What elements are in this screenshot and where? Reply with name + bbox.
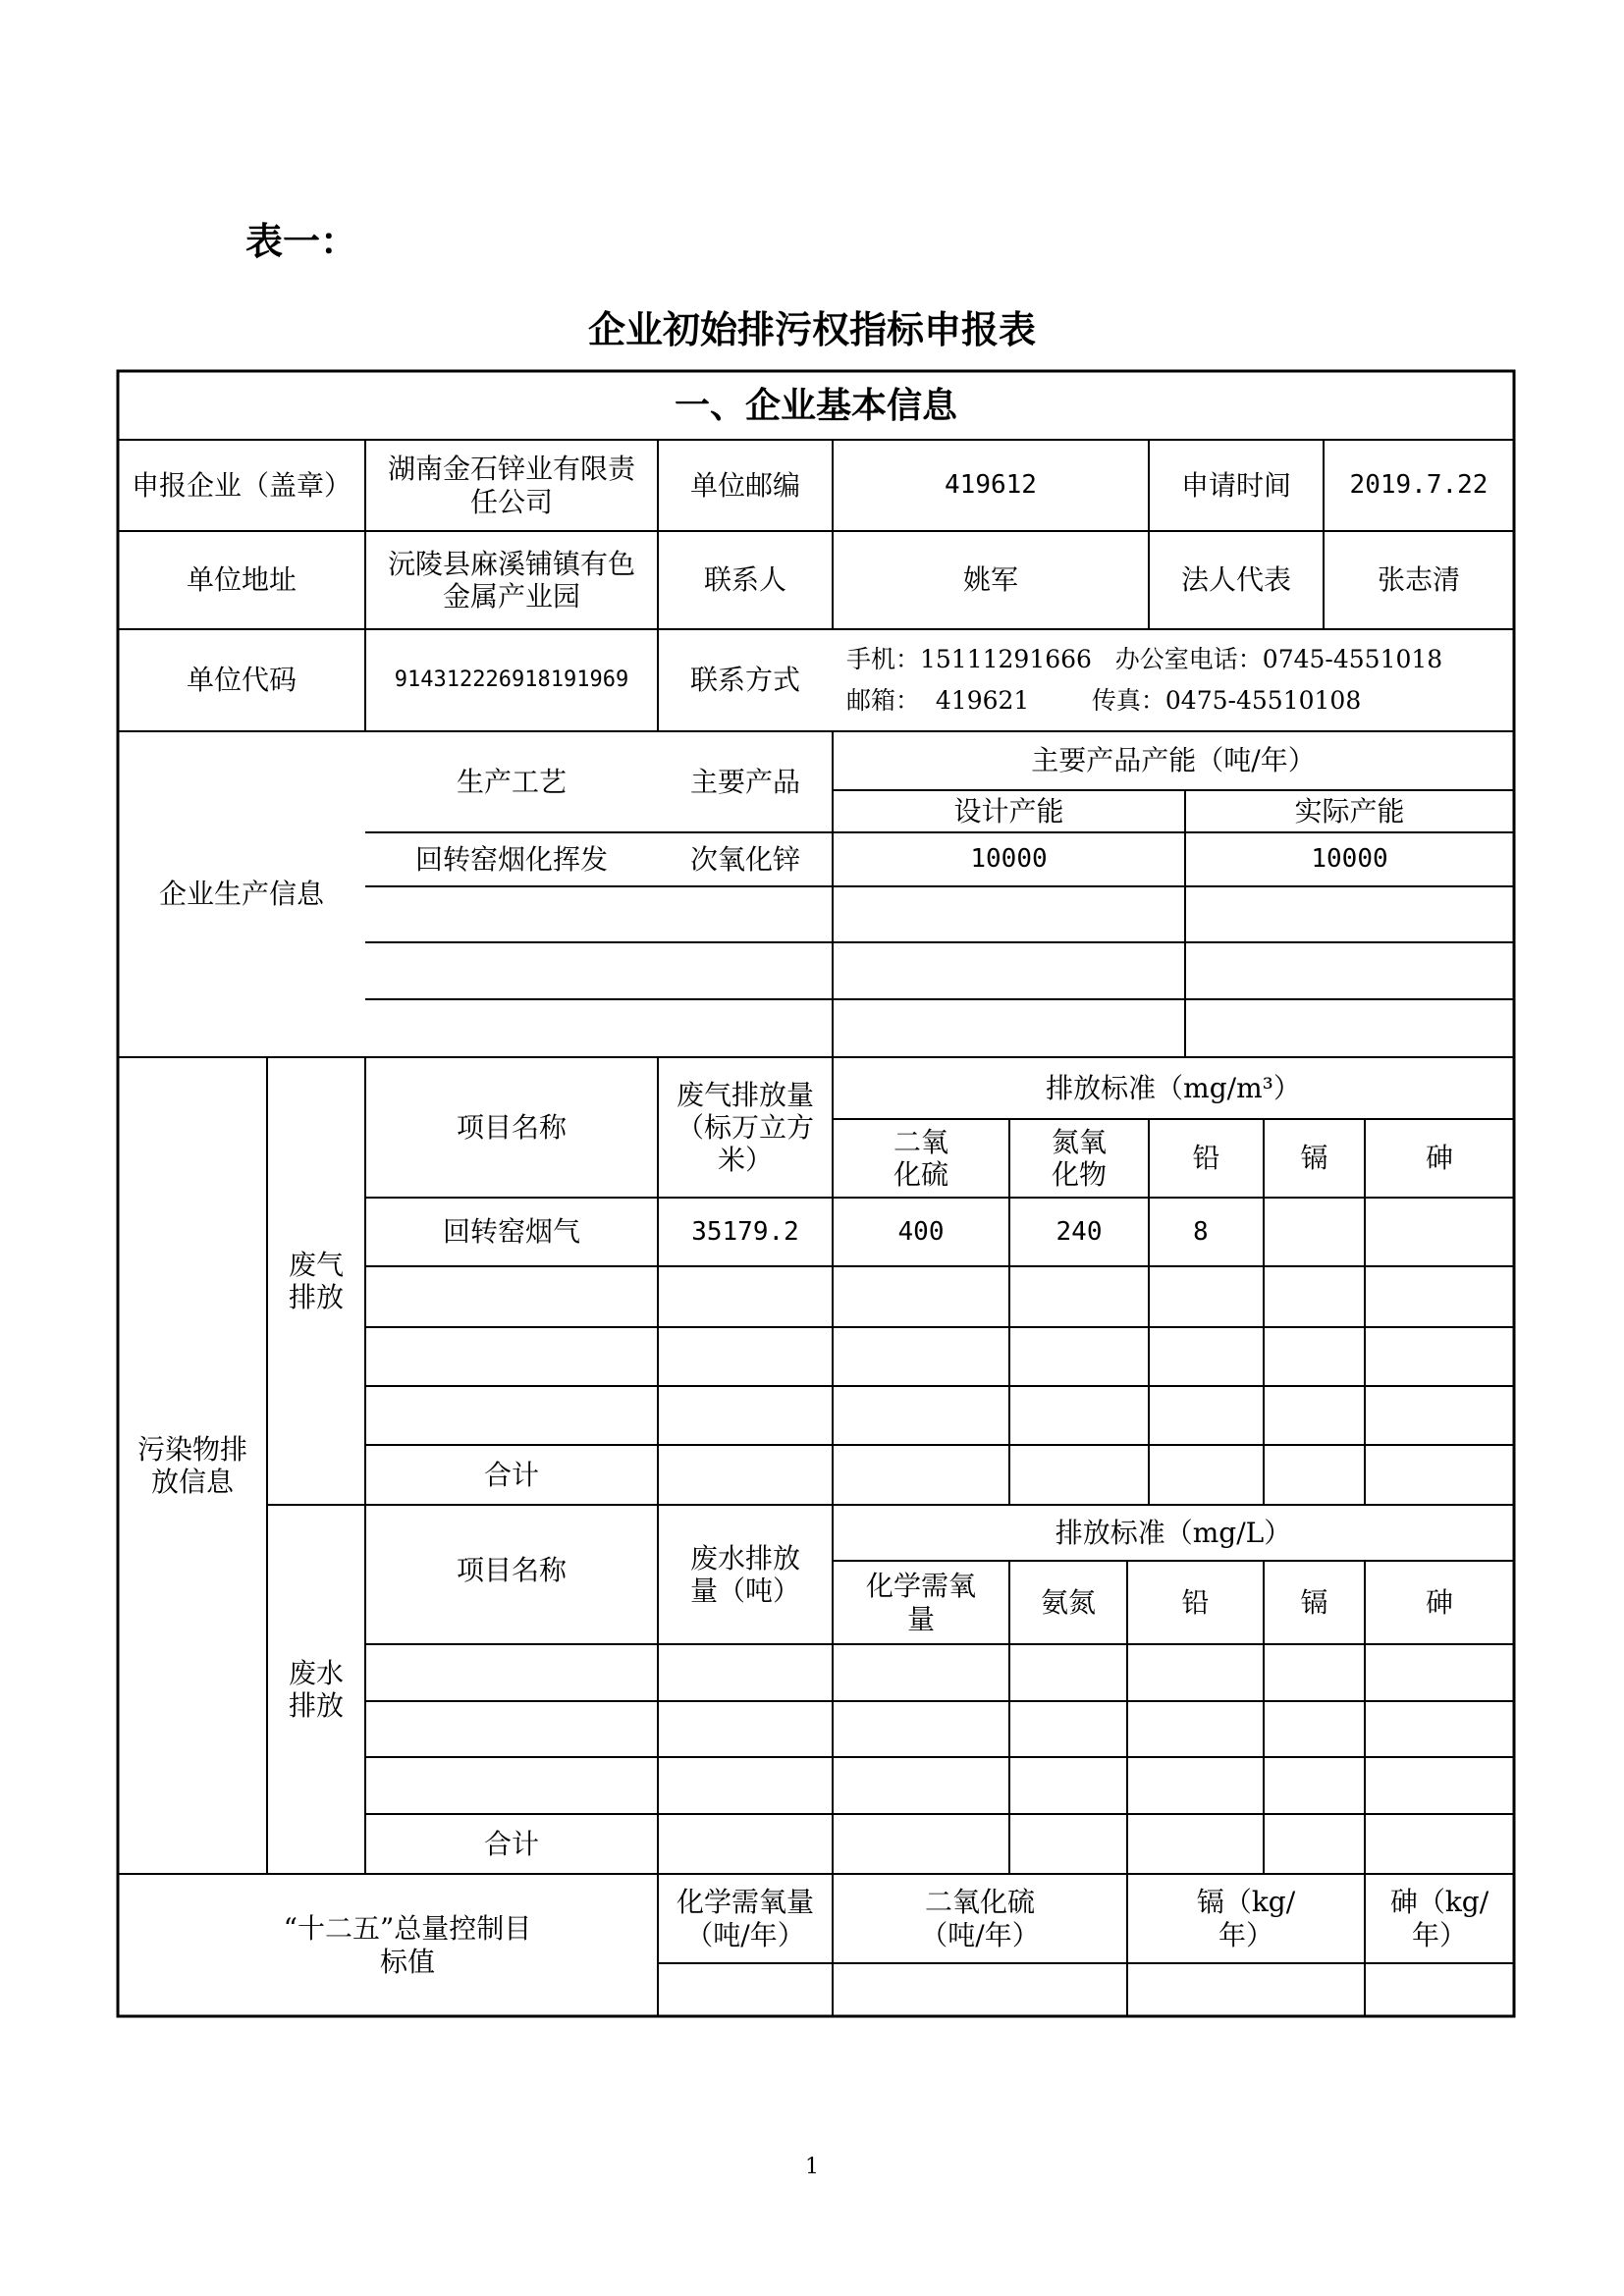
production-info-label: 企业生产信息 <box>158 878 324 911</box>
production-row-product: 次氧化锌 <box>689 842 800 876</box>
water-cd-header: 镉 <box>1300 1585 1328 1619</box>
document-title: 企业初始排污权指标申报表 <box>587 307 1036 351</box>
water-item-header: 项目名称 <box>456 1554 567 1586</box>
actual-capacity-header: 实际产能 <box>1294 794 1405 828</box>
gas-item-header: 项目名称 <box>456 1110 567 1144</box>
target-label: “十二五”总量控制目标值 <box>283 1912 532 1978</box>
pollution-info-label: 污染物排放信息 <box>136 1432 247 1498</box>
section-basic-info-title: 一、企业基本信息 <box>674 384 957 426</box>
process-header: 生产工艺 <box>456 765 567 798</box>
date-value: 2019.7.22 <box>1349 470 1489 501</box>
company-value: 湖南金石锌业有限责任公司 <box>387 453 635 518</box>
target-as-header: 砷（kg/年） <box>1389 1886 1489 1951</box>
gas-pb-header: 铅 <box>1192 1142 1220 1175</box>
design-capacity-header: 设计产能 <box>953 794 1064 828</box>
gas-total-label: 合计 <box>483 1458 539 1491</box>
contact-method-label: 联系方式 <box>689 664 800 697</box>
water-total-label: 合计 <box>483 1827 539 1860</box>
production-row-process: 回转窑烟化挥发 <box>414 842 608 876</box>
water-emission-label: 废水排放 <box>289 1656 345 1722</box>
date-label: 申请时间 <box>1180 468 1291 502</box>
contact-label: 联系人 <box>703 563 786 597</box>
legal-rep-label: 法人代表 <box>1180 563 1291 597</box>
table-label: 表一： <box>245 219 358 263</box>
gas-emission-label: 废气排放 <box>289 1248 345 1313</box>
address-value: 沅陵县麻溪铺镇有色金属产业园 <box>387 547 635 613</box>
water-cod-header: 化学需氧量 <box>865 1570 976 1635</box>
contact-value: 姚军 <box>962 563 1018 597</box>
company-label: 申报企业（盖章） <box>131 468 352 502</box>
postal-label: 单位邮编 <box>689 468 800 502</box>
gas-row-item: 回转窑烟气 <box>442 1215 580 1249</box>
unit-code-value: 914312226918191969 <box>394 667 629 693</box>
page-number: 1 <box>805 2155 819 2179</box>
contact-method-value <box>833 629 1514 731</box>
production-row-actual: 10000 <box>1311 844 1388 875</box>
gas-nox-header: 氮氧化物 <box>1051 1125 1107 1191</box>
gas-row-volume: 35179.2 <box>691 1216 799 1247</box>
water-volume-header: 废水排放量（吨） <box>689 1541 800 1607</box>
gas-row-nox: 240 <box>1056 1216 1103 1247</box>
target-cod-header: 化学需氧量（吨/年） <box>676 1886 814 1951</box>
gas-volume-header: 废气排放量（标万立方米） <box>676 1078 814 1177</box>
water-as-header: 砷 <box>1425 1585 1453 1619</box>
gas-as-header: 砷 <box>1425 1142 1453 1175</box>
contact-phone-line: 手机：15111291666 办公室电话：0745-4551018 <box>846 644 1443 673</box>
water-pb-header: 铅 <box>1181 1585 1210 1619</box>
water-standard-header: 排放标准（mg/L） <box>1055 1516 1292 1549</box>
unit-code-label: 单位代码 <box>186 664 297 697</box>
gas-standard-header: 排放标准（mg/m³） <box>1046 1071 1301 1104</box>
target-so2-header: 二氧化硫（吨/年） <box>920 1886 1040 1951</box>
product-header: 主要产品 <box>689 765 800 798</box>
production-row-design: 10000 <box>970 844 1048 875</box>
gas-row-pb: 8 <box>1193 1216 1209 1247</box>
water-nh3n-header: 氨氮 <box>1040 1585 1096 1619</box>
gas-cd-header: 镉 <box>1300 1142 1328 1175</box>
target-cd-header: 镉（kg/年） <box>1196 1886 1296 1951</box>
address-label: 单位地址 <box>186 563 297 597</box>
gas-so2-header: 二氧化硫 <box>893 1125 948 1191</box>
postal-value: 419612 <box>945 470 1037 501</box>
capacity-header: 主要产品产能（吨/年） <box>1031 744 1316 777</box>
contact-email-line: 邮箱： 419621 传真：0475-45510108 <box>846 686 1362 715</box>
gas-row-so2: 400 <box>897 1216 945 1247</box>
legal-rep-value: 张志清 <box>1377 563 1460 597</box>
